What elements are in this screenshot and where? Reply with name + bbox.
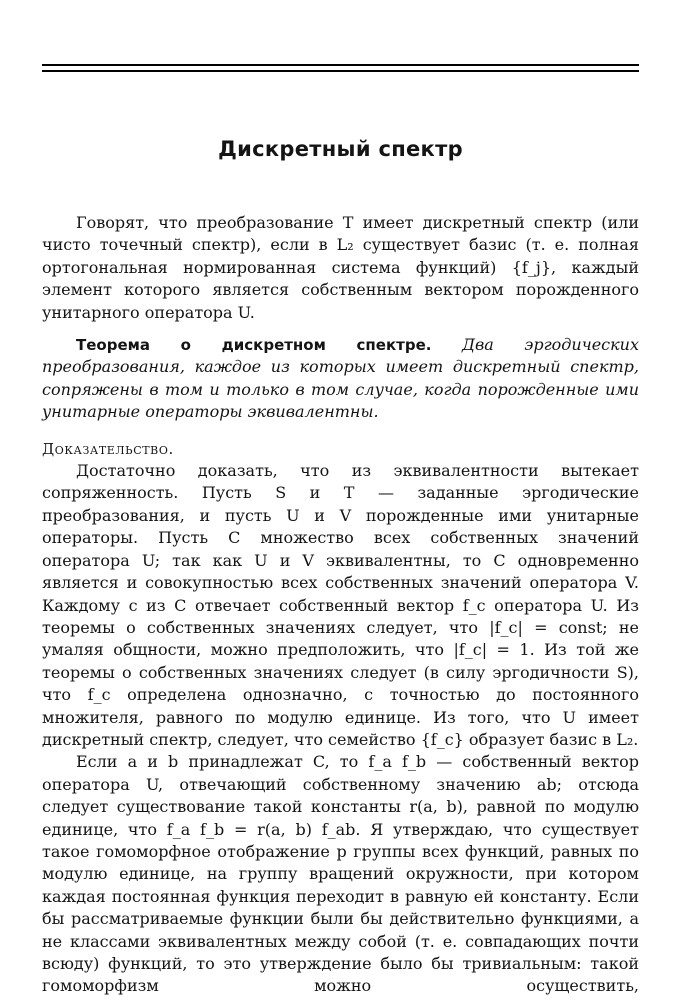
proof-paragraph: Достаточно доказать, что из эквивалентности вытекает сопряженность. Пусть S и T — заданные эргодические преобразования, и пусть U и V порожденные ими унитарные операторы. Пусть C множество всех собственных значений оператора U; так как U и V эквивалентны, то C одновременно является и совокупностью всех собственных значений оператора V. Каждому c из C отвечает собственный вектор f_c оператора U. Из теоремы о собственных значениях следует, что |f_c| = const; не умаляя общности, можно предположить, что |f_c| = 1. Из той же теоремы о собственных значениях следует (в силу эргодичности S), что f_c определена однозначно, с точностью до постоянного множителя, равного по модулю единице. Из того, что U имеет дискретный спектр, следует, что семейство {f_c} образует базис в L₂. bbox=[42, 461, 639, 749]
proof-paragraph-continued: Если a и b принадлежат C, то f_a f_b — собственный вектор оператора U, отвечающий собственному значению ab; отсюда следует существование такой константы r(a, b), равной по модулю единице, что f_a f_b = r(a, b) f_ab. Я утверждаю, что существует такое гомоморфное отображение p группы всех функций, равных по модулю единице, на группу вращений окружности, при котором каждая постоянная функция переходит в равную ей константу. Если бы рассматриваемые функции были бы действительно функциями, а не классами эквивалентных между собой (т. е. совпадающих почти всюду) функций, то это утверждение было бы тривиальным: такой гомоморфизм можно осуществить, bbox=[42, 752, 639, 996]
proof-heading: Доказательство. bbox=[42, 439, 174, 458]
theorem-block bbox=[42, 334, 639, 424]
top-rule bbox=[42, 64, 639, 66]
intro-paragraph: Говорят, что преобразование T имеет дискретный спектр (или чисто точечный спектр), если в L₂ существует базис (т. е. полная ортогональная нормированная система функций) {f_j}, каждый элемент которого является собственным вектором порожденного унитарного оператора U. bbox=[42, 213, 639, 322]
body-text bbox=[42, 212, 639, 998]
theorem-statement: Два эргодических преобразования, каждое из которых имеет дискретный спектр, сопряжены в том и только в том случае, когда порожденные ими унитарные операторы эквивалентны. bbox=[42, 335, 640, 422]
top-rule-second bbox=[42, 70, 639, 72]
theorem-heading: Теорема о дискретном спектре. bbox=[76, 336, 432, 355]
chapter-title: Дискретный спектр bbox=[218, 137, 463, 161]
